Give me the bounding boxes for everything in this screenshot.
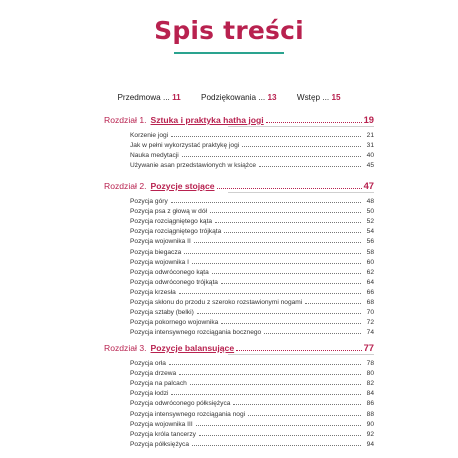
chapter-heading[interactable] <box>104 112 374 125</box>
entry-page: 45 <box>366 162 374 170</box>
page-title: Spis treści <box>154 16 304 45</box>
dot-leader <box>199 435 361 436</box>
dot-leader <box>248 415 361 416</box>
toc-entry[interactable] <box>130 225 374 235</box>
dot-leader <box>224 232 361 233</box>
entry-page: 54 <box>366 228 374 236</box>
chapter-heading[interactable] <box>104 340 374 353</box>
chapter-heading[interactable] <box>104 178 374 191</box>
toc-entry[interactable] <box>130 266 374 276</box>
chapter-1 <box>104 112 374 169</box>
entry-page: 80 <box>366 370 374 378</box>
toc-entry[interactable] <box>130 205 374 215</box>
entry-list <box>130 129 374 169</box>
entry-page: 66 <box>366 288 374 296</box>
dot-leader <box>264 333 361 334</box>
dot-leader <box>266 122 362 123</box>
chapter-divider <box>228 354 374 355</box>
front-item-przedmowa[interactable]: Przedmowa ... 11 <box>117 93 181 102</box>
entry-title: Pozycja sztaby (belki) <box>130 309 194 317</box>
entry-page: 92 <box>366 430 374 438</box>
dot-leader <box>236 350 361 351</box>
dot-leader <box>169 364 361 365</box>
entry-title: Pozycja na palcach <box>130 380 187 388</box>
chapter-divider <box>228 126 374 127</box>
entry-page: 84 <box>366 390 374 398</box>
dot-leader <box>197 313 361 314</box>
entry-page: 78 <box>366 360 374 368</box>
chapter-page: 47 <box>363 180 374 191</box>
dot-leader <box>179 293 361 294</box>
entry-page: 94 <box>366 440 374 448</box>
chapter-number: Rozdział 2. <box>104 181 147 191</box>
toc-entry[interactable] <box>130 195 374 205</box>
entry-page: 56 <box>366 238 374 246</box>
toc-entry[interactable] <box>130 215 374 225</box>
entry-page: 74 <box>366 329 374 337</box>
toc-entry[interactable] <box>130 235 374 245</box>
toc-entry[interactable] <box>130 326 374 336</box>
dot-leader <box>212 273 361 274</box>
toc-entry[interactable] <box>130 397 374 407</box>
dot-leader <box>171 394 361 395</box>
chapter-3 <box>104 340 374 448</box>
entry-title: Pozycja góry <box>130 198 168 206</box>
entry-page: 21 <box>366 132 374 140</box>
chapter-title: Pozycje balansujące <box>150 343 235 353</box>
entry-page: 48 <box>366 198 374 206</box>
entry-title: Pozycja rozciągniętego kąta <box>130 218 213 226</box>
entry-title: Pozycja półksiężyca <box>130 440 190 448</box>
dot-leader <box>217 188 362 189</box>
entry-page: 58 <box>366 248 374 256</box>
toc-entry[interactable] <box>130 367 374 377</box>
entry-title: Pozycja skłonu do przodu z szeroko rozstawionymi nogami <box>130 299 303 307</box>
entry-list <box>130 195 374 336</box>
chapter-number: Rozdział 3. <box>104 343 147 353</box>
toc-entry[interactable] <box>130 129 374 139</box>
entry-title: Pozycja wojownika I <box>130 258 190 266</box>
toc-entry[interactable] <box>130 306 374 316</box>
dot-leader <box>305 303 361 304</box>
entry-title: Pozycja biegacza <box>130 248 182 256</box>
dot-leader <box>171 136 361 137</box>
dot-leader <box>221 323 361 324</box>
chapter-page: 77 <box>363 342 374 353</box>
entry-page: 72 <box>366 319 374 327</box>
toc-entry[interactable] <box>130 245 374 255</box>
entry-page: 52 <box>366 218 374 226</box>
toc-entry[interactable] <box>130 357 374 367</box>
dot-leader <box>233 404 361 405</box>
dot-leader <box>210 212 361 213</box>
toc-entry[interactable] <box>130 377 374 387</box>
dot-leader <box>221 283 361 284</box>
front-matter-row <box>0 93 458 102</box>
dot-leader <box>182 156 361 157</box>
entry-title: Nauka medytacji <box>130 152 179 160</box>
toc-entry[interactable] <box>130 387 374 397</box>
front-item-podziekowania[interactable]: Podziękowania ... 13 <box>201 93 277 102</box>
entry-page: 70 <box>366 309 374 317</box>
toc-entry[interactable] <box>130 296 374 306</box>
toc-entry[interactable] <box>130 276 374 286</box>
entry-title: Pozycja pokornego wojownika <box>130 319 219 327</box>
chapter-title: Pozycje stojące <box>150 181 215 191</box>
entry-title: Pozycja drzewa <box>130 370 177 378</box>
chapter-title: Sztuka i praktyka hatha jogi <box>150 115 264 125</box>
entry-title: Pozycja wojownika II <box>130 238 191 246</box>
dot-leader <box>179 374 361 375</box>
toc-entry[interactable] <box>130 256 374 266</box>
dot-leader <box>192 445 361 446</box>
entry-title: Pozycja odwróconego trójkąta <box>130 278 218 286</box>
chapter-number: Rozdział 1. <box>104 115 147 125</box>
entry-list <box>130 357 374 448</box>
entry-page: 60 <box>366 258 374 266</box>
front-item-wstep[interactable]: Wstęp ... 15 <box>296 93 341 102</box>
entry-title: Pozycja psa z głową w dół <box>130 208 207 216</box>
entry-title: Pozycja odwróconego półksiężyca <box>130 400 231 408</box>
toc-entry[interactable] <box>130 418 374 428</box>
dot-leader <box>190 384 361 385</box>
entry-title: Korzenie jogi <box>130 132 169 140</box>
entry-page: 90 <box>366 420 374 428</box>
entry-page: 40 <box>366 152 374 160</box>
entry-title: Pozycja intensywnego rozciągania bocznego <box>130 329 262 337</box>
entry-page: 62 <box>366 268 374 276</box>
chapter-page: 19 <box>363 114 374 125</box>
dot-leader <box>196 425 361 426</box>
dot-leader <box>194 242 361 243</box>
entry-title: Pozycja intensywnego rozciągania nogi <box>130 410 246 418</box>
title-underline <box>174 52 284 54</box>
entry-page: 31 <box>366 142 374 150</box>
chapter-2 <box>104 178 374 336</box>
toc-entry[interactable] <box>130 316 374 326</box>
dot-leader <box>192 263 361 264</box>
entry-title: Używanie asan przedstawionych w książce <box>130 162 257 170</box>
dot-leader <box>171 202 361 203</box>
dot-leader <box>259 166 361 167</box>
dot-leader <box>242 146 361 147</box>
toc-entry[interactable] <box>130 139 374 149</box>
entry-page: 86 <box>366 400 374 408</box>
entry-page: 68 <box>366 299 374 307</box>
toc-entry[interactable] <box>130 428 374 438</box>
dot-leader <box>184 253 361 254</box>
toc-entry[interactable] <box>130 149 374 159</box>
entry-page: 88 <box>366 410 374 418</box>
entry-page: 82 <box>366 380 374 388</box>
entry-page: 64 <box>366 278 374 286</box>
chapter-divider <box>228 192 374 193</box>
entry-title: Pozycja krzesła <box>130 288 176 296</box>
toc-entry[interactable] <box>130 407 374 417</box>
toc-entry[interactable] <box>130 438 374 448</box>
entry-title: Pozycja odwróconego kąta <box>130 268 209 276</box>
entry-page: 50 <box>366 208 374 216</box>
entry-title: Pozycja rozciągniętego trójkąta <box>130 228 222 236</box>
entry-title: Jak w pełni wykorzystać praktykę jogi <box>130 142 240 150</box>
toc-entry[interactable] <box>130 286 374 296</box>
entry-title: Pozycja łodzi <box>130 390 169 398</box>
toc-entry[interactable] <box>130 159 374 169</box>
entry-title: Pozycja króla tancerzy <box>130 430 196 438</box>
dot-leader <box>215 222 361 223</box>
entry-title: Pozycja orła <box>130 360 166 368</box>
entry-title: Pozycja wojownika III <box>130 420 193 428</box>
